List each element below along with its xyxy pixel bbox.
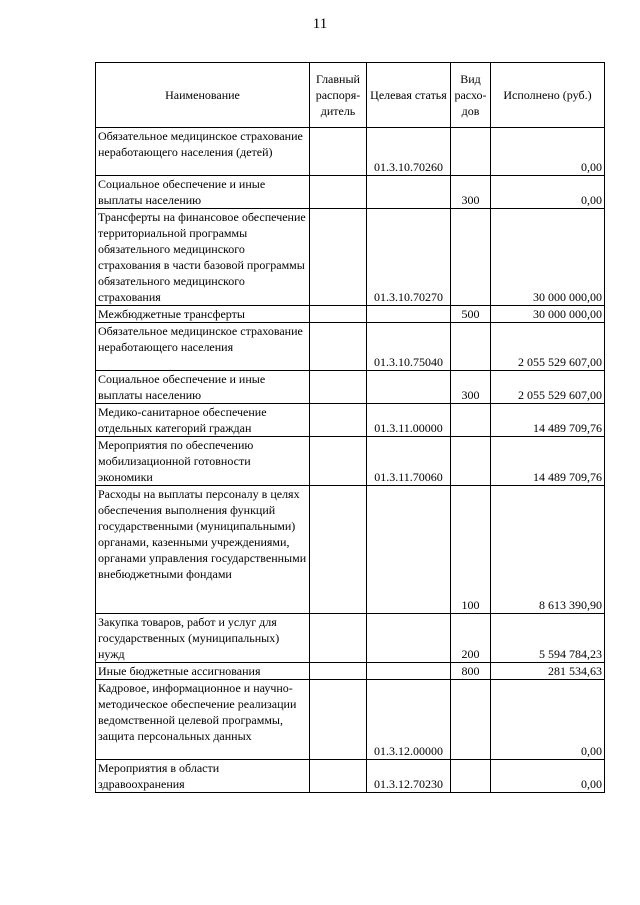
row-expense-type: 300	[451, 371, 491, 404]
row-target-article	[367, 614, 451, 663]
row-executed-amount: 2 055 529 607,00	[491, 371, 605, 404]
row-main-manager	[310, 614, 367, 663]
table-row	[96, 404, 605, 437]
row-expense-type	[451, 404, 491, 437]
row-main-manager	[310, 404, 367, 437]
table-row	[96, 760, 605, 793]
row-expense-type	[451, 760, 491, 793]
row-executed-amount: 0,00	[491, 128, 605, 176]
row-expense-type: 800	[451, 663, 491, 680]
row-main-manager	[310, 663, 367, 680]
row-main-manager	[310, 176, 367, 209]
row-expense-type: 100	[451, 486, 491, 614]
table-row	[96, 371, 605, 404]
row-executed-amount: 14 489 709,76	[491, 404, 605, 437]
row-target-article	[367, 486, 451, 614]
table-row	[96, 437, 605, 486]
row-executed-amount: 8 613 390,90	[491, 486, 605, 614]
page-number: 11	[312, 16, 328, 32]
row-name: Мероприятия по обеспечению мобилизационной готовности экономики	[96, 437, 310, 486]
row-expense-type: 200	[451, 614, 491, 663]
row-executed-amount: 0,00	[491, 176, 605, 209]
row-main-manager	[310, 437, 367, 486]
row-name: Медико-санитарное обеспечение отдельных категорий граждан	[96, 404, 310, 437]
row-main-manager	[310, 323, 367, 371]
row-expense-type	[451, 323, 491, 371]
row-expense-type: 500	[451, 306, 491, 323]
row-expense-type	[451, 680, 491, 760]
row-name: Межбюджетные трансферты	[96, 306, 310, 323]
row-expense-type	[451, 128, 491, 176]
row-target-article: 01.3.10.75040	[367, 323, 451, 371]
table-row	[96, 680, 605, 760]
row-target-article: 01.3.12.00000	[367, 680, 451, 760]
row-executed-amount: 30 000 000,00	[491, 209, 605, 306]
table-row	[96, 128, 605, 176]
table-row	[96, 614, 605, 663]
table-row	[96, 486, 605, 614]
row-target-article: 01.3.10.70270	[367, 209, 451, 306]
row-target-article	[367, 371, 451, 404]
row-executed-amount: 281 534,63	[491, 663, 605, 680]
header-main-manager: Главный распоря-дитель	[310, 63, 367, 128]
header-executed: Исполнено (руб.)	[491, 63, 605, 128]
row-main-manager	[310, 209, 367, 306]
row-name: Обязательное медицинское страхование неработающего населения (детей)	[96, 128, 310, 176]
row-target-article	[367, 176, 451, 209]
row-name: Кадровое, информационное и научно-методическое обеспечение реализации ведомственной целевой программы, защита персональных данных	[96, 680, 310, 760]
header-name: Наименование	[96, 63, 310, 128]
budget-execution-table	[95, 62, 605, 793]
table-row	[96, 306, 605, 323]
row-executed-amount: 2 055 529 607,00	[491, 323, 605, 371]
row-name: Социальное обеспечение и иные выплаты населению	[96, 176, 310, 209]
row-main-manager	[310, 760, 367, 793]
table-row	[96, 209, 605, 306]
table-row	[96, 323, 605, 371]
row-target-article	[367, 663, 451, 680]
header-target-article: Целевая статья	[367, 63, 451, 128]
table-row	[96, 176, 605, 209]
row-main-manager	[310, 680, 367, 760]
row-executed-amount: 30 000 000,00	[491, 306, 605, 323]
row-name: Расходы на выплаты персоналу в целях обеспечения выполнения функций государственными (муниципальными) органами, казенными учреждениями, органами управления государственными внебюджетными фондами	[96, 486, 310, 614]
row-executed-amount: 14 489 709,76	[491, 437, 605, 486]
row-executed-amount: 5 594 784,23	[491, 614, 605, 663]
row-main-manager	[310, 371, 367, 404]
row-target-article: 01.3.12.70230	[367, 760, 451, 793]
row-expense-type	[451, 437, 491, 486]
row-executed-amount: 0,00	[491, 680, 605, 760]
row-name: Иные бюджетные ассигнования	[96, 663, 310, 680]
header-expense-type: Вид расхо-дов	[451, 63, 491, 128]
row-expense-type	[451, 209, 491, 306]
row-target-article	[367, 306, 451, 323]
row-target-article: 01.3.10.70260	[367, 128, 451, 176]
table-row	[96, 663, 605, 680]
row-target-article: 01.3.11.70060	[367, 437, 451, 486]
row-name: Трансферты на финансовое обеспечение территориальной программы обязательного медицинского страхования в части базовой программы обязательного медицинского страхования	[96, 209, 310, 306]
row-expense-type: 300	[451, 176, 491, 209]
row-main-manager	[310, 486, 367, 614]
row-name: Мероприятия в области здравоохранения	[96, 760, 310, 793]
row-name: Социальное обеспечение и иные выплаты населению	[96, 371, 310, 404]
row-target-article: 01.3.11.00000	[367, 404, 451, 437]
row-name: Закупка товаров, работ и услуг для государственных (муниципальных) нужд	[96, 614, 310, 663]
row-main-manager	[310, 306, 367, 323]
table-header-row	[96, 63, 605, 128]
row-name: Обязательное медицинское страхование неработающего населения	[96, 323, 310, 371]
row-main-manager	[310, 128, 367, 176]
row-executed-amount: 0,00	[491, 760, 605, 793]
